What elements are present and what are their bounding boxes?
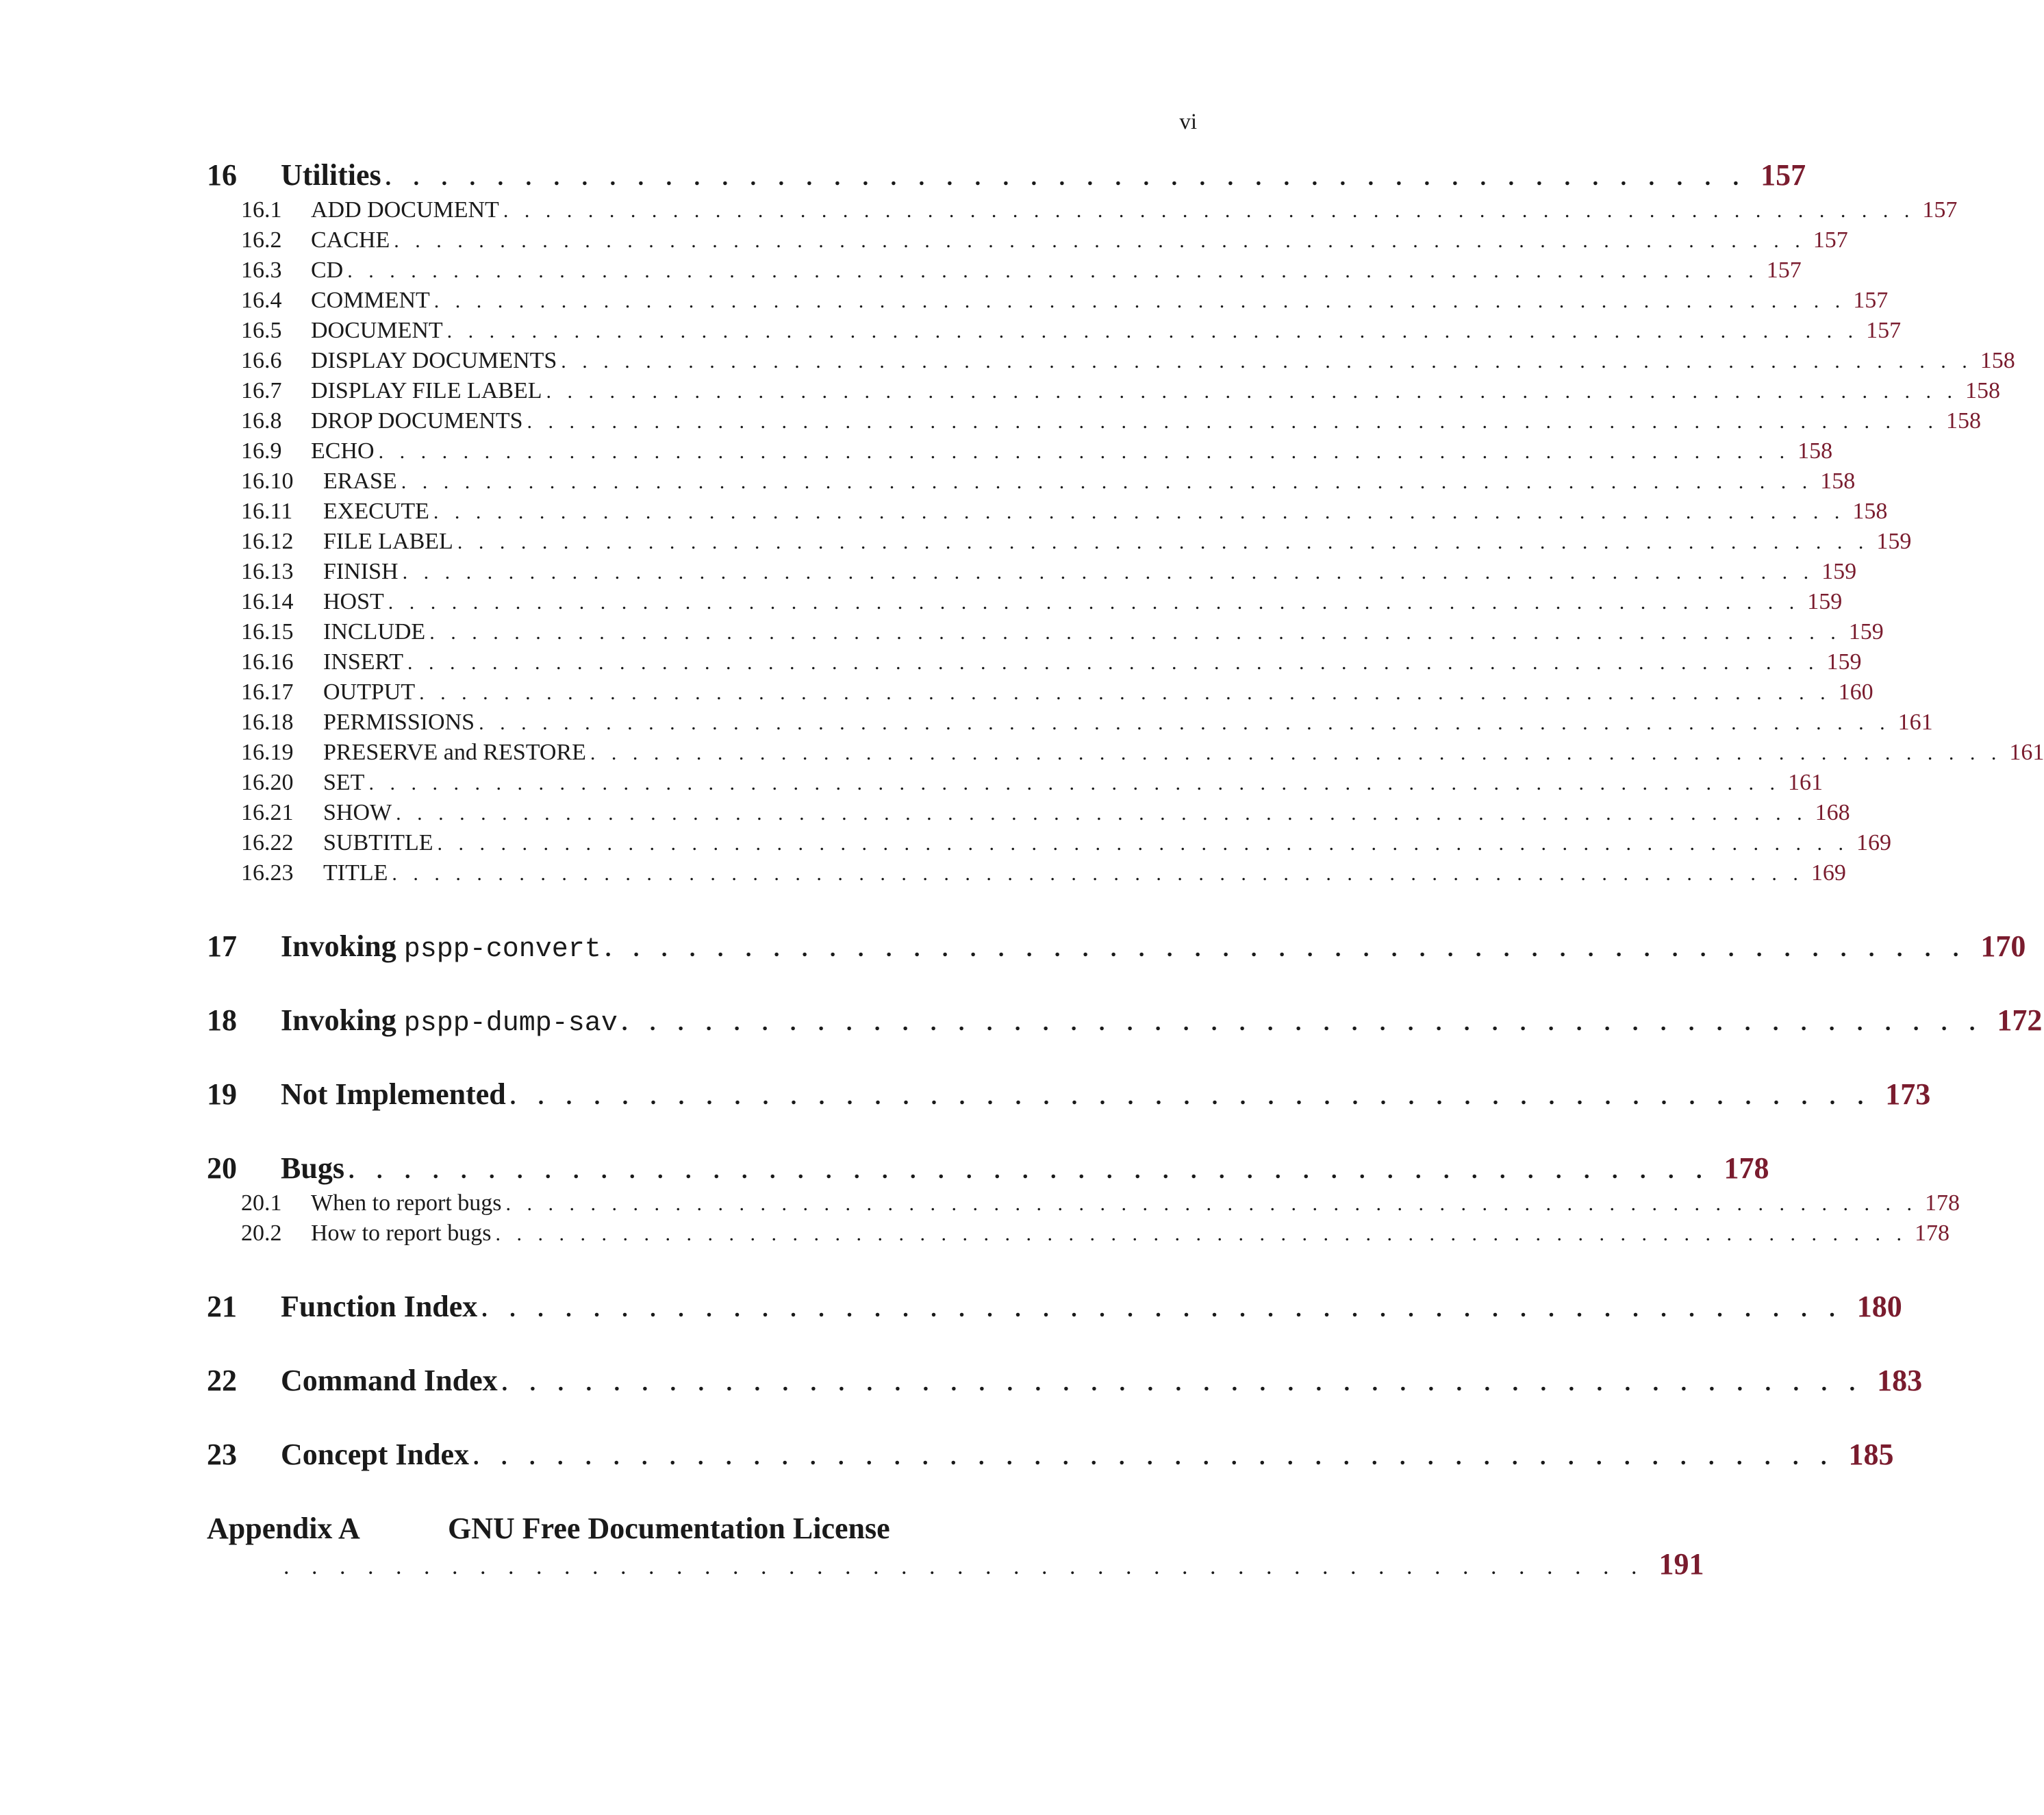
chapter-page: 180 bbox=[1856, 1290, 1902, 1323]
chapter-title: Bugs bbox=[281, 1151, 344, 1185]
toc-section[interactable] bbox=[241, 649, 1862, 679]
section-page: 169 bbox=[1856, 830, 1892, 855]
chapter-number: 21 bbox=[207, 1290, 237, 1323]
toc-chapter-20[interactable] bbox=[207, 1151, 1769, 1186]
section-title: DOCUMENT bbox=[311, 318, 443, 343]
section-page: 161 bbox=[1897, 710, 1933, 735]
section-title: When to report bugs bbox=[311, 1190, 502, 1216]
dot-leader: . . . . . . . . . . . . . . . . . . . . . . . . . . . . . . . . . . . . . . . . . . . . . . . . . bbox=[348, 1158, 1711, 1184]
chapter-page: 178 bbox=[1724, 1151, 1769, 1185]
toc-section[interactable] bbox=[241, 830, 1892, 860]
dot-leader: . . . . . . . . . . . . . . . . . . . . . . . . . . . . . . . . . . . . . . . . . . . . . . . . . . . . . . . . . . . . . . . . . . . bbox=[368, 772, 1780, 794]
toc-section[interactable] bbox=[241, 710, 1933, 740]
dot-leader: . . . . . . . . . . . . . . . . . . . . . . . . . . . . . . . . . . . . . . . . . . . . . . . . . bbox=[481, 1297, 1843, 1322]
section-number: 16.20 bbox=[241, 770, 294, 795]
chapter-page: 172 bbox=[1997, 1003, 2043, 1037]
section-number: 16.16 bbox=[241, 649, 294, 675]
section-page: 161 bbox=[2009, 740, 2044, 765]
code-name: pspp-dump-sav bbox=[403, 1008, 618, 1039]
dot-leader: . . . . . . . . . . . . . . . . . . . . . . . . . . . . . . . . . . . . . . . . . . . . . . . . . . . . . . . . . . . . . . . . . . . bbox=[527, 410, 1939, 433]
toc-appendix-a[interactable] bbox=[207, 1511, 1704, 1584]
dot-leader: . . . . . . . . . . . . . . . . . . . . . . . . . . . . . . . . . . . . . . . . . . . . . . . . . . . . . . . . . . . . . . . . . . . bbox=[561, 350, 1973, 373]
section-page: 158 bbox=[1797, 438, 1833, 464]
section-number: 20.1 bbox=[241, 1190, 282, 1216]
dot-leader: . . . . . . . . . . . . . . . . . . . . . . . . . . . . . . . . . . . . . . . . . . . . . . . . . bbox=[385, 165, 1748, 190]
section-number: 16.22 bbox=[241, 830, 294, 855]
section-number: 16.14 bbox=[241, 589, 294, 614]
toc-section[interactable] bbox=[241, 800, 1850, 830]
section-number: 16.21 bbox=[241, 800, 294, 825]
appendix-title: GNU Free Documentation License bbox=[448, 1512, 890, 1545]
toc-section[interactable] bbox=[241, 288, 1889, 318]
section-title: DROP DOCUMENTS bbox=[311, 408, 523, 434]
toc-section[interactable] bbox=[241, 559, 1857, 589]
section-number: 16.13 bbox=[241, 559, 294, 584]
dot-leader: . . . . . . . . . . . . . . . . . . . . . . . . . . . . . . . . . . . . . . . . . . . . . . . . . . . . . . . . . . . . . . . . . . . bbox=[437, 832, 1850, 855]
toc-section[interactable] bbox=[241, 589, 1843, 619]
chapter-title: Invoking pspp-dump-sav bbox=[281, 1003, 618, 1039]
dot-leader: . . . . . . . . . . . . . . . . . . . . . . . . . . . . . . . . . . . . . . . . . . . . . . . . . . . . . . . . . . . . . . . . . . . bbox=[401, 471, 1813, 493]
dot-leader: . . . . . . . . . . . . . . . . . . . . . . . . . . . . . . . . . . . . . . . . . . . . . . . . . . . . . . . . . . . . . . . . . . . bbox=[407, 651, 1819, 674]
toc-section[interactable] bbox=[241, 438, 1833, 468]
code-name: pspp-convert bbox=[403, 934, 601, 965]
chapter-page: 170 bbox=[1980, 929, 2026, 963]
toc-section[interactable] bbox=[241, 227, 1848, 258]
section-page: 178 bbox=[1914, 1221, 1950, 1246]
toc-section[interactable] bbox=[241, 499, 1888, 529]
toc-section[interactable] bbox=[241, 1221, 1950, 1251]
section-number: 16.1 bbox=[241, 197, 282, 223]
dot-leader: . . . . . . . . . . . . . . . . . . . . . . . . . . . . . . . . . . . . . . . . . . . . . . . . . bbox=[509, 1084, 1872, 1110]
section-page: 178 bbox=[1925, 1190, 1960, 1216]
section-number: 16.18 bbox=[241, 710, 294, 735]
section-page: 158 bbox=[1980, 348, 2015, 373]
toc-section[interactable] bbox=[241, 468, 1856, 499]
dot-leader: . . . . . . . . . . . . . . . . . . . . . . . . . . . . . . . . . . . . . . . . . . . . . . . . . . . . . . . . . . . . . . . . . . . bbox=[394, 229, 1806, 252]
chapter-title: Invoking pspp-convert bbox=[281, 929, 601, 965]
section-page: 157 bbox=[1853, 288, 1889, 313]
section-page: 159 bbox=[1848, 619, 1884, 644]
chapter-title: Not Implemented bbox=[281, 1077, 506, 1111]
section-title: SET bbox=[323, 770, 365, 795]
dot-leader: . . . . . . . . . . . . . . . . . . . . . . . . . . . . . . . . . . . . . . . . . . . . . . . . . . . . . . . . . . . . . . . . . . . bbox=[446, 320, 1859, 342]
dot-leader: . . . . . . . . . . . . . . . . . . . . . . . . . . . . . . . . . . . . . . . . . . . . . . . . . . . . . . . . . . . . . . . . . . . bbox=[419, 681, 1831, 704]
dot-leader: . . . . . . . . . . . . . . . . . . . . . . . . . . . . . . . . . . . . . . . . . . . . . . . . . bbox=[501, 1370, 1864, 1396]
dot-leader: . . . . . . . . . . . . . . . . . . . . . . . . . . . . . . . . . . . . . . . . . . . . . . . . . bbox=[283, 1554, 1645, 1579]
section-page: 158 bbox=[1820, 468, 1856, 494]
section-number: 16.19 bbox=[241, 740, 294, 765]
section-title: HOST bbox=[323, 589, 384, 614]
toc-section[interactable] bbox=[241, 197, 1958, 227]
toc-section[interactable] bbox=[241, 348, 2015, 378]
section-number: 16.11 bbox=[241, 499, 293, 524]
section-number: 16.7 bbox=[241, 378, 282, 403]
dot-leader: . . . . . . . . . . . . . . . . . . . . . . . . . . . . . . . . . . . . . . . . . . . . . . . . . . . . . . . . . . . . . . . . . . . bbox=[495, 1223, 1907, 1245]
section-page: 157 bbox=[1866, 318, 1902, 343]
section-title: OUTPUT bbox=[323, 679, 416, 705]
chapter-number: 16 bbox=[207, 158, 237, 192]
toc-section[interactable] bbox=[241, 679, 1873, 710]
section-number: 16.9 bbox=[241, 438, 282, 464]
toc-chapter-23[interactable] bbox=[207, 1437, 1894, 1473]
section-title: DISPLAY DOCUMENTS bbox=[311, 348, 557, 373]
dot-leader: . . . . . . . . . . . . . . . . . . . . . . . . . . . . . . . . . . . . . . . . . . . . . . . . . bbox=[605, 936, 1967, 962]
toc-section[interactable] bbox=[241, 860, 1846, 890]
chapter-number: 19 bbox=[207, 1077, 237, 1111]
toc-chapter-21[interactable] bbox=[207, 1289, 1902, 1325]
dot-leader: . . . . . . . . . . . . . . . . . . . . . . . . . . . . . . . . . . . . . . . . . . . . . . . . . . . . . . . . . . . . . . . . . . . bbox=[402, 561, 1815, 584]
toc-section[interactable] bbox=[241, 258, 1802, 288]
chapter-number: 18 bbox=[207, 1003, 237, 1037]
dot-leader: . . . . . . . . . . . . . . . . . . . . . . . . . . . . . . . . . . . . . . . . . . . . . . . . . . . . . . . . . . . . . . . . . . . bbox=[378, 440, 1791, 463]
section-title: ERASE bbox=[323, 468, 397, 494]
dot-leader: . . . . . . . . . . . . . . . . . . . . . . . . . . . . . . . . . . . . . . . . . . . . . . . . . . . . . . . . . . . . . . . . . . . bbox=[433, 290, 1846, 312]
dot-leader: . . . . . . . . . . . . . . . . . . . . . . . . . . . . . . . . . . . . . . . . . . . . . . . . . bbox=[473, 1444, 1835, 1470]
dot-leader: . . . . . . . . . . . . . . . . . . . . . . . . . . . . . . . . . . . . . . . . . . . . . . . . . bbox=[621, 1010, 1984, 1036]
toc-section[interactable] bbox=[241, 740, 2044, 770]
chapter-page: 185 bbox=[1848, 1438, 1894, 1471]
section-title: CACHE bbox=[311, 227, 390, 253]
dot-leader: . . . . . . . . . . . . . . . . . . . . . . . . . . . . . . . . . . . . . . . . . . . . . . . . . . . . . . . . . . . . . . . . . . . bbox=[590, 742, 2002, 764]
section-title: FINISH bbox=[323, 559, 399, 584]
chapter-number: 17 bbox=[207, 929, 237, 963]
section-page: 169 bbox=[1810, 860, 1846, 886]
section-number: 16.8 bbox=[241, 408, 282, 434]
section-title: ECHO bbox=[311, 438, 375, 464]
section-title: SHOW bbox=[323, 800, 392, 825]
section-page: 161 bbox=[1787, 770, 1823, 795]
toc-chapter-19[interactable] bbox=[207, 1077, 1931, 1112]
section-number: 16.12 bbox=[241, 529, 294, 554]
chapter-page: 157 bbox=[1761, 158, 1806, 192]
section-title: ADD DOCUMENT bbox=[311, 197, 499, 223]
section-number: 16.10 bbox=[241, 468, 294, 494]
chapter-title: Command Index bbox=[281, 1364, 498, 1397]
dot-leader: . . . . . . . . . . . . . . . . . . . . . . . . . . . . . . . . . . . . . . . . . . . . . . . . . . . . . . . . . . . . . . . . . . . bbox=[546, 380, 1958, 403]
chapter-title: Function Index bbox=[281, 1290, 478, 1323]
section-title: CD bbox=[311, 258, 344, 283]
chapter-title: Concept Index bbox=[281, 1438, 470, 1471]
chapter-page: 173 bbox=[1885, 1077, 1931, 1111]
section-page: 159 bbox=[1821, 559, 1857, 584]
section-page: 157 bbox=[1813, 227, 1848, 253]
section-number: 16.17 bbox=[241, 679, 294, 705]
section-title: EXECUTE bbox=[323, 499, 429, 524]
toc-chapter-22[interactable] bbox=[207, 1363, 1923, 1399]
section-page: 160 bbox=[1838, 679, 1873, 705]
dot-leader: . . . . . . . . . . . . . . . . . . . . . . . . . . . . . . . . . . . . . . . . . . . . . . . . . . . . . . . . . . . . . . . . . . . bbox=[505, 1192, 1918, 1215]
dot-leader: . . . . . . . . . . . . . . . . . . . . . . . . . . . . . . . . . . . . . . . . . . . . . . . . . . . . . . . . . . . . . . . . . . . bbox=[392, 862, 1804, 885]
section-title: TITLE bbox=[323, 860, 388, 886]
section-number: 16.5 bbox=[241, 318, 282, 343]
section-title: SUBTITLE bbox=[323, 830, 433, 855]
section-number: 16.4 bbox=[241, 288, 282, 313]
section-page: 158 bbox=[1852, 499, 1888, 524]
section-list bbox=[241, 197, 2044, 890]
toc-section[interactable] bbox=[241, 408, 1982, 438]
section-title: How to report bugs bbox=[311, 1221, 492, 1246]
table-of-contents bbox=[207, 158, 2044, 1584]
section-title: COMMENT bbox=[311, 288, 430, 313]
toc-section[interactable] bbox=[241, 770, 1823, 800]
chapter-number: 23 bbox=[207, 1438, 237, 1471]
section-number: 16.2 bbox=[241, 227, 282, 253]
chapter-title: Utilities bbox=[281, 158, 381, 192]
section-page: 157 bbox=[1922, 197, 1958, 223]
section-number: 16.15 bbox=[241, 619, 294, 644]
chapter-number: 22 bbox=[207, 1364, 237, 1397]
section-page: 168 bbox=[1815, 800, 1850, 825]
dot-leader: . . . . . . . . . . . . . . . . . . . . . . . . . . . . . . . . . . . . . . . . . . . . . . . . . . . . . . . . . . . . . . . . . . . bbox=[457, 531, 1869, 553]
toc-section[interactable] bbox=[241, 1190, 1960, 1221]
toc-section[interactable] bbox=[241, 318, 1902, 348]
dot-leader: . . . . . . . . . . . . . . . . . . . . . . . . . . . . . . . . . . . . . . . . . . . . . . . . . . . . . . . . . . . . . . . . . . . bbox=[396, 802, 1808, 825]
section-page: 158 bbox=[1965, 378, 2000, 403]
chapter-number: 20 bbox=[207, 1151, 237, 1185]
section-page: 159 bbox=[1807, 589, 1843, 614]
toc-section[interactable] bbox=[241, 378, 2000, 408]
section-list bbox=[241, 1190, 1960, 1251]
toc-chapter-18[interactable] bbox=[207, 1003, 2043, 1039]
toc-chapter-17[interactable] bbox=[207, 929, 2026, 965]
appendix-page: 191 bbox=[1658, 1547, 1704, 1581]
dot-leader: . . . . . . . . . . . . . . . . . . . . . . . . . . . . . . . . . . . . . . . . . . . . . . . . . . . . . . . . . . . . . . . . . . . bbox=[429, 621, 1841, 644]
dot-leader: . . . . . . . . . . . . . . . . . . . . . . . . . . . . . . . . . . . . . . . . . . . . . . . . . . . . . . . . . . . . . . . . . . . bbox=[479, 712, 1891, 734]
toc-section[interactable] bbox=[241, 619, 1884, 649]
dot-leader: . . . . . . . . . . . . . . . . . . . . . . . . . . . . . . . . . . . . . . . . . . . . . . . . . . . . . . . . . . . . . . . . . . . bbox=[347, 260, 1759, 282]
dot-leader: . . . . . . . . . . . . . . . . . . . . . . . . . . . . . . . . . . . . . . . . . . . . . . . . . . . . . . . . . . . . . . . . . . . bbox=[433, 501, 1845, 523]
dot-leader: . . . . . . . . . . . . . . . . . . . . . . . . . . . . . . . . . . . . . . . . . . . . . . . . . . . . . . . . . . . . . . . . . . . bbox=[388, 591, 1800, 614]
section-number: 16.6 bbox=[241, 348, 282, 373]
page-number: vi bbox=[1179, 110, 1197, 134]
toc-chapter-16[interactable] bbox=[207, 158, 1806, 193]
chapter-page: 183 bbox=[1877, 1364, 1923, 1397]
section-number: 16.23 bbox=[241, 860, 294, 886]
section-page: 158 bbox=[1946, 408, 1982, 434]
section-page: 159 bbox=[1876, 529, 1912, 554]
section-title: DISPLAY FILE LABEL bbox=[311, 378, 542, 403]
section-title: PERMISSIONS bbox=[323, 710, 475, 735]
section-page: 157 bbox=[1766, 258, 1802, 283]
section-page: 159 bbox=[1826, 649, 1862, 675]
section-title: INCLUDE bbox=[323, 619, 426, 644]
toc-section[interactable] bbox=[241, 529, 1912, 559]
section-title: PRESERVE and RESTORE bbox=[323, 740, 586, 765]
section-title: FILE LABEL bbox=[323, 529, 453, 554]
section-number: 20.2 bbox=[241, 1221, 282, 1246]
section-title: INSERT bbox=[323, 649, 403, 675]
dot-leader: . . . . . . . . . . . . . . . . . . . . . . . . . . . . . . . . . . . . . . . . . . . . . . . . . . . . . . . . . . . . . . . . . . . bbox=[503, 199, 1915, 222]
section-number: 16.3 bbox=[241, 258, 282, 283]
appendix-label: Appendix A bbox=[207, 1512, 360, 1545]
